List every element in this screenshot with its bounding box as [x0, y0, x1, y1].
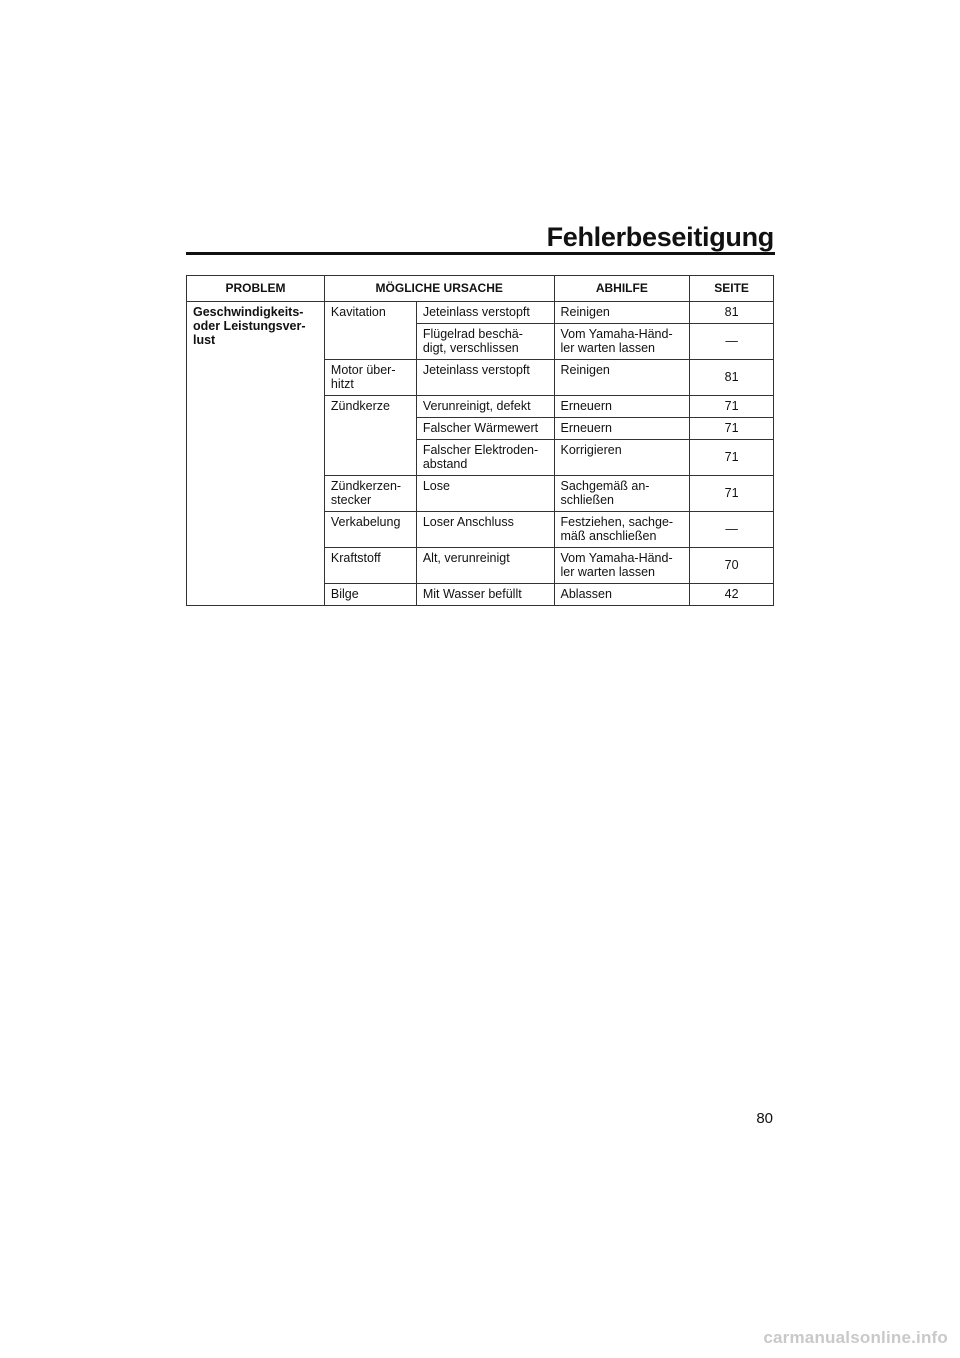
remedy-cell: Reinigen: [554, 302, 690, 324]
detail-cell: Verunreinigt, defekt: [416, 396, 554, 418]
detail-cell: Jeteinlass verstopft: [416, 360, 554, 396]
page-cell: 42: [690, 584, 774, 606]
remedy-cell: Vom Yamaha-Händ- ler warten lassen: [554, 324, 690, 360]
cause-cell: Verkabelung: [324, 512, 416, 548]
header-problem: PROBLEM: [187, 276, 325, 302]
page-cell: 70: [690, 548, 774, 584]
header-cause: MÖGLICHE URSACHE: [324, 276, 554, 302]
page-cell: —: [690, 324, 774, 360]
table-row: [187, 302, 774, 324]
table-header-row: [187, 276, 774, 302]
remedy-cell: Erneuern: [554, 396, 690, 418]
remedy-cell: Festziehen, sachge- mäß anschließen: [554, 512, 690, 548]
header-page: SEITE: [690, 276, 774, 302]
detail-cell: Loser Anschluss: [416, 512, 554, 548]
remedy-cell: Ablassen: [554, 584, 690, 606]
title-rule: [186, 252, 775, 255]
detail-cell: Falscher Wärmewert: [416, 418, 554, 440]
detail-cell: Jeteinlass verstopft: [416, 302, 554, 324]
cause-cell: Kraftstoff: [324, 548, 416, 584]
remedy-cell: Korrigieren: [554, 440, 690, 476]
page-cell: 81: [690, 360, 774, 396]
detail-cell: Lose: [416, 476, 554, 512]
page-number: 80: [756, 1110, 773, 1127]
cause-cell: Bilge: [324, 584, 416, 606]
page-cell: 71: [690, 440, 774, 476]
problem-cell: [187, 302, 325, 606]
cause-cell: Kavitation: [324, 302, 416, 360]
watermark: carmanualsonline.info: [763, 1328, 948, 1347]
detail-cell: Alt, verunreinigt: [416, 548, 554, 584]
remedy-cell: Reinigen: [554, 360, 690, 396]
remedy-cell: Sachgemäß an- schließen: [554, 476, 690, 512]
detail-cell: Flügelrad beschä- digt, verschlissen: [416, 324, 554, 360]
detail-cell: Falscher Elektroden- abstand: [416, 440, 554, 476]
page-cell: 71: [690, 476, 774, 512]
troubleshooting-table: [186, 275, 774, 606]
cause-cell: Motor über- hitzt: [324, 360, 416, 396]
cause-cell: Zündkerze: [324, 396, 416, 476]
header-remedy: ABHILFE: [554, 276, 690, 302]
page-cell: 71: [690, 396, 774, 418]
page-cell: 81: [690, 302, 774, 324]
remedy-cell: Erneuern: [554, 418, 690, 440]
page-title: Fehlerbeseitigung: [546, 222, 774, 252]
cause-cell: Zündkerzen- stecker: [324, 476, 416, 512]
page-cell: —: [690, 512, 774, 548]
problem-text: Geschwindigkeits- oder Leistungsver- lust: [193, 305, 306, 347]
detail-cell: Mit Wasser befüllt: [416, 584, 554, 606]
remedy-cell: Vom Yamaha-Händ- ler warten lassen: [554, 548, 690, 584]
page-cell: 71: [690, 418, 774, 440]
